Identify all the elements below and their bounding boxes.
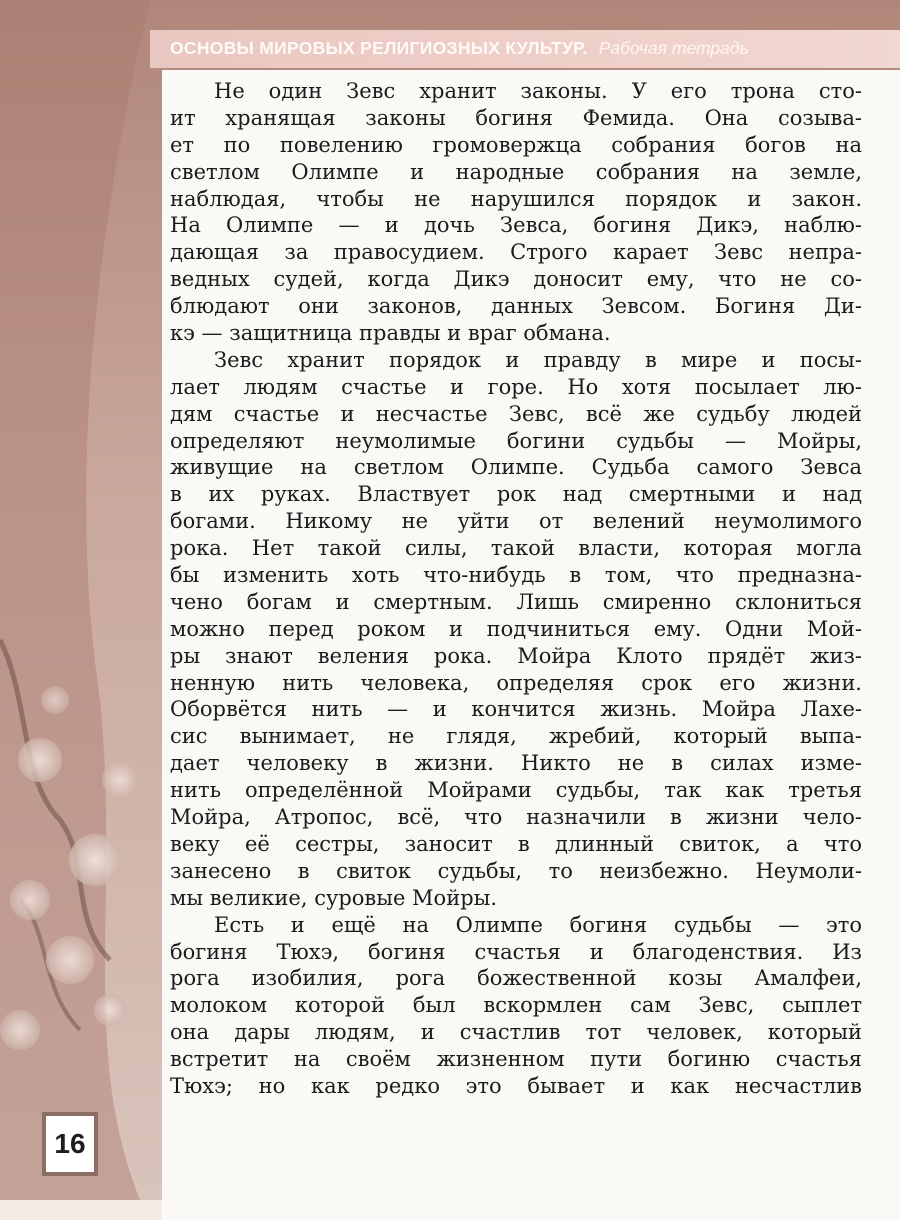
text-line: ит хранящая законы богиня Фемида. Она созыва- [170, 105, 862, 130]
text-line: ры знают веления рока. Мойра Клото прядёт жиз- [170, 643, 862, 668]
text-line: богиня Тюхэ, богиня счастья и благоденствия. Из [170, 939, 862, 964]
page-number: 16 [54, 1128, 86, 1159]
running-header [170, 38, 749, 59]
text-line: лает людям счастье и горе. Но хотя посылает лю- [170, 374, 862, 399]
text-line: бы изменить хоть что-нибудь в том, что предназна- [170, 563, 862, 588]
text-line: рога изобилия, рога божественной козы Амалфеи, [170, 966, 862, 991]
body-text [170, 78, 862, 1100]
text-line: Не один Зевс хранит законы. У его трона сто- [214, 79, 862, 103]
text-line: веку её сестры, заносит в длинный свиток, а что [170, 831, 862, 856]
text-line: молоком которой был вскормлен сам Зевс, сыплет [170, 993, 862, 1018]
text-line: кэ — защитница правды и враг обмана. [170, 321, 611, 346]
text-line: она дары людям, и счастлив тот человек, который [170, 1020, 862, 1045]
text-line: дающая за правосудием. Строго карает Зевс непра- [170, 240, 862, 265]
text-line: дает человеку в жизни. Никто не в силах изме- [170, 751, 862, 776]
text-line: можно перед роком и подчиниться ему. Одни Мой- [170, 616, 862, 641]
text-line: блюдают они законов, данных Зевсом. Богиня Ди- [170, 294, 862, 319]
text-line: ведных судей, когда Дикэ доносит ему, что не со- [170, 267, 862, 292]
text-line: Оборвётся нить — и кончится жизнь. Мойра Лахе- [170, 697, 862, 722]
book-subtitle: Рабочая тетрадь [598, 38, 749, 58]
text-line: живущие на светлом Олимпе. Судьба самого Зевса [170, 455, 862, 480]
text-line: занесено в свиток судьбы, то неизбежно. Неумоли- [170, 858, 862, 883]
text-line: светлом Олимпе и народные собрания на земле, [170, 159, 862, 184]
text-line: ненную нить человека, определяя срок его жизни. [170, 670, 862, 695]
text-line: в их руках. Властвует рок над смертными и над [170, 482, 862, 507]
text-line: Мойра, Атропос, всё, что назначили в жизни чело- [170, 805, 862, 830]
text-line: богами. Никому не уйти от велений неумолимого [170, 509, 862, 534]
text-line: рока. Нет такой силы, такой власти, которая могла [170, 536, 862, 561]
book-title: ОСНОВЫ МИРОВЫХ РЕЛИГИОЗНЫХ КУЛЬТУР. [170, 38, 588, 58]
text-line: встретит на своём жизненном пути богиню счастья [170, 1047, 862, 1072]
page-number-box [42, 1112, 98, 1176]
text-line: мы великие, суровые Мойры. [170, 885, 498, 910]
text-line: Есть и ещё на Олимпе богиня судьбы — это [214, 912, 862, 937]
text-line: ет по повелению громовержца собрания богов на [170, 132, 862, 157]
text-line: наблюдая, чтобы не нарушился порядок и закон. [170, 186, 862, 211]
text-line: нить определённой Мойрами судьбы, так как третья [170, 778, 862, 803]
text-line: Тюхэ; но как редко это бывает и как несчастлив [170, 1073, 862, 1098]
text-line: дям счастье и несчастье Зевс, всё же судьбу людей [170, 401, 862, 426]
text-line: сис вынимает, не глядя, жребий, который выпа- [170, 724, 862, 749]
text-line: чено богам и смертным. Лишь смиренно склониться [170, 589, 862, 614]
text-line: Зевс хранит порядок и правду в мире и посы- [214, 347, 862, 372]
text-line: На Олимпе — и дочь Зевса, богиня Дикэ, наблю- [170, 213, 862, 238]
text-line: определяют неумолимые богини судьбы — Мойры, [170, 428, 862, 453]
